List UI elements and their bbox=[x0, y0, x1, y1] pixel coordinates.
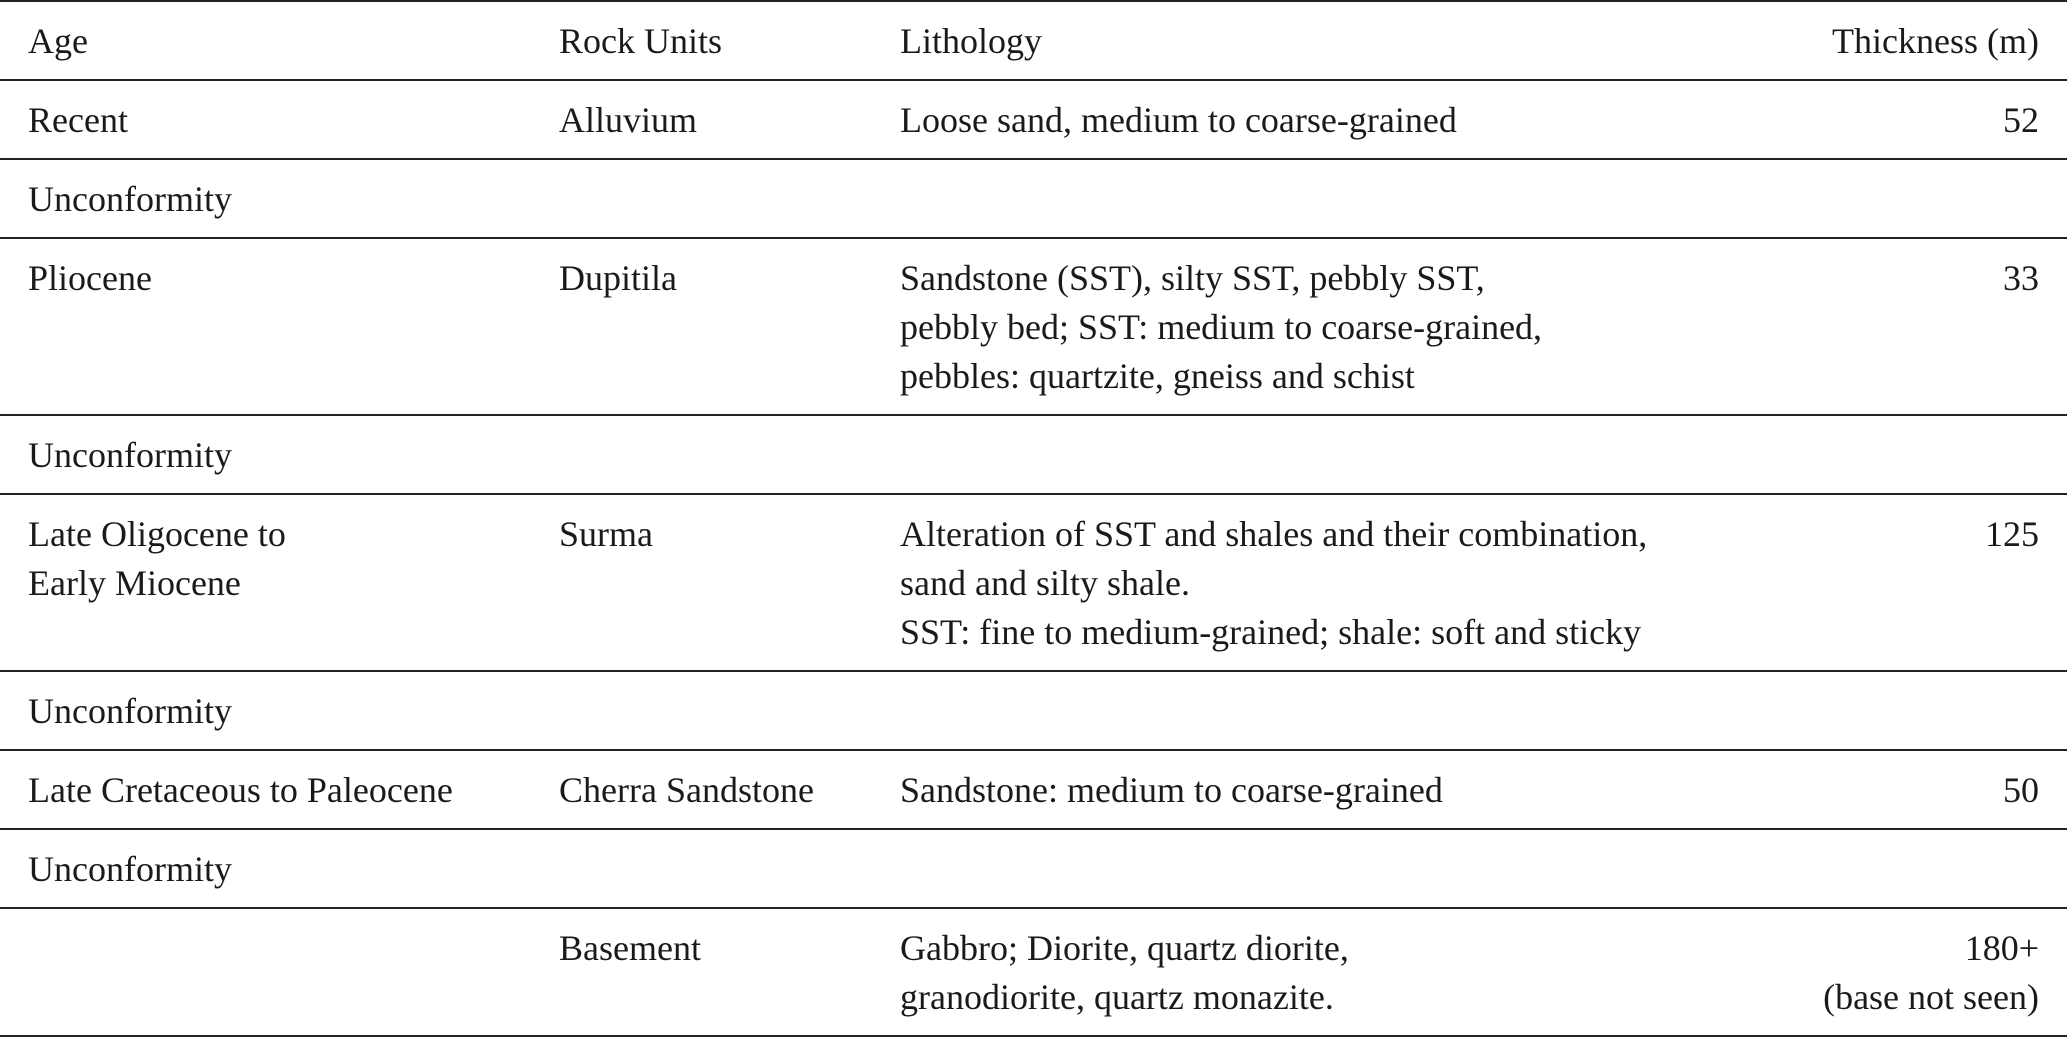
cell-rock-unit: Basement bbox=[559, 928, 701, 968]
table-row bbox=[0, 494, 2067, 671]
unconformity-row bbox=[0, 415, 2067, 494]
cell-rock-unit: Alluvium bbox=[559, 100, 698, 140]
cell-rock-unit: Dupitila bbox=[559, 258, 677, 298]
unconformity-row bbox=[0, 671, 2067, 750]
cell-lithology: Sandstone (SST), silty SST, pebbly SST, pebbly bed; SST: medium to coarse-grained, pebbles: quartzite, gneiss and schist bbox=[900, 258, 1543, 396]
cell-age: Recent bbox=[28, 100, 128, 140]
cell-lithology: Sandstone: medium to coarse-grained bbox=[900, 770, 1443, 810]
cell-rock-unit: Cherra Sandstone bbox=[559, 770, 814, 810]
cell-age: Pliocene bbox=[28, 258, 152, 298]
header-lithology: Lithology bbox=[900, 21, 1042, 61]
table-row bbox=[0, 80, 2067, 159]
cell-thickness: 180+ (base not seen) bbox=[1823, 928, 2039, 1017]
unconformity-row bbox=[0, 829, 2067, 908]
unconformity-row bbox=[0, 159, 2067, 238]
unconformity-label: Unconformity bbox=[28, 691, 232, 731]
unconformity-label: Unconformity bbox=[28, 849, 232, 889]
unconformity-label: Unconformity bbox=[28, 435, 232, 475]
table-row bbox=[0, 750, 2067, 829]
cell-lithology: Gabbro; Diorite, quartz diorite, granodiorite, quartz monazite. bbox=[900, 928, 1349, 1017]
cell-age: Late Oligocene to Early Miocene bbox=[28, 514, 286, 603]
cell-age: Late Cretaceous to Paleocene bbox=[28, 770, 453, 810]
header-rock-units: Rock Units bbox=[559, 21, 723, 61]
cell-thickness: 50 bbox=[2003, 770, 2039, 810]
cell-lithology: Alteration of SST and shales and their combination, sand and silty shale. SST: fine to medium-grained; shale: soft and sticky bbox=[900, 514, 1648, 652]
header-age: Age bbox=[28, 21, 88, 61]
table-row bbox=[0, 238, 2067, 415]
cell-age bbox=[0, 908, 559, 1036]
cell-thickness: 125 bbox=[1985, 514, 2039, 554]
table-header-row bbox=[0, 1, 2067, 80]
cell-thickness: 33 bbox=[2003, 258, 2039, 298]
cell-lithology: Loose sand, medium to coarse-grained bbox=[900, 100, 1457, 140]
unconformity-label: Unconformity bbox=[28, 179, 232, 219]
header-thickness: Thickness (m) bbox=[1832, 21, 2039, 61]
cell-rock-unit: Surma bbox=[559, 514, 653, 554]
table-row bbox=[0, 908, 2067, 1036]
cell-thickness: 52 bbox=[2003, 100, 2039, 140]
